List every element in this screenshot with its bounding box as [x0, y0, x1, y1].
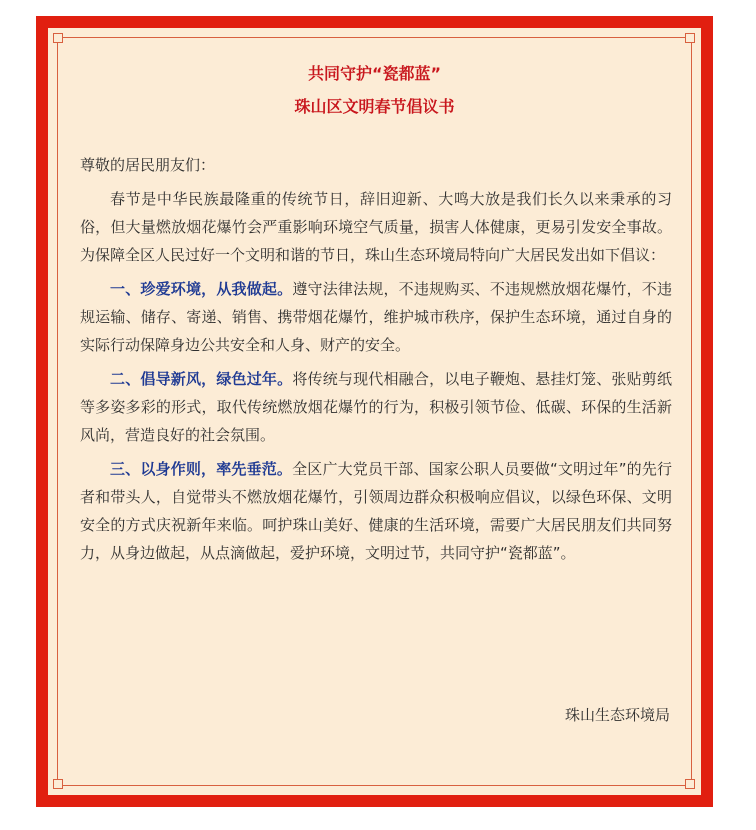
proposal-heading: 二、倡导新风，绿色过年。 — [110, 370, 293, 388]
proposal-heading: 一、珍爱环境，从我做起。 — [110, 280, 293, 298]
page-subtitle: 珠山区文明春节倡议书 — [294, 97, 455, 116]
page-title: 共同守护“瓷都蓝” — [307, 64, 442, 83]
corner-ornament-bottom-right — [685, 779, 695, 789]
greeting: 尊敬的居民朋友们： — [80, 156, 216, 174]
signature: 珠山生态环境局 — [564, 706, 670, 724]
proposal-item-1 — [80, 275, 672, 359]
corner-ornament-bottom-left — [53, 779, 63, 789]
corner-ornament-top-right — [685, 33, 695, 43]
proposal-text: 将传统与现代相融合，以电子鞭炮、悬挂灯笼、张贴剪纸等多姿多彩的形式，取代传统燃放烟花爆竹的行为，积极引领节俭、低碳、环保的生活新风尚，营造良好的社会氛围。 — [80, 370, 672, 444]
proposal-text: 全区广大党员干部、国家公职人员要做“文明过年”的先行者和带头人，自觉带头不燃放烟花爆竹，引领周边群众积极响应倡议，以绿色环保、文明安全的方式庆祝新年来临。呵护珠山美好、健康的生活环境，需要广大居民朋友们共同努力，从身边做起，从点滴做起，爱护环境，文明过节，共同守护“瓷都蓝”。 — [80, 460, 672, 562]
proposal-item-3 — [80, 455, 672, 567]
intro-paragraph: 春节是中华民族最隆重的传统节日，辞旧迎新、大鸣大放是我们长久以来秉承的习俗，但大量燃放烟花爆竹会严重影响环境空气质量，损害人体健康，更易引发安全事故。为保障全区人民过好一个文明和谐的节日，珠山生态环境局特向广大居民发出如下倡议： — [80, 190, 672, 264]
proposal-text: 遵守法律法规，不违规购买、不违规燃放烟花爆竹，不违规运输、储存、寄递、销售、携带烟花爆竹，维护城市秩序，保护生态环境，通过自身的实际行动保障身边公共安全和人身、财产的安全。 — [80, 280, 672, 354]
corner-ornament-top-left — [53, 33, 63, 43]
letter-body — [80, 151, 672, 573]
proposal-item-2 — [80, 365, 672, 449]
proposal-heading: 三、以身作则，率先垂范。 — [110, 460, 293, 478]
